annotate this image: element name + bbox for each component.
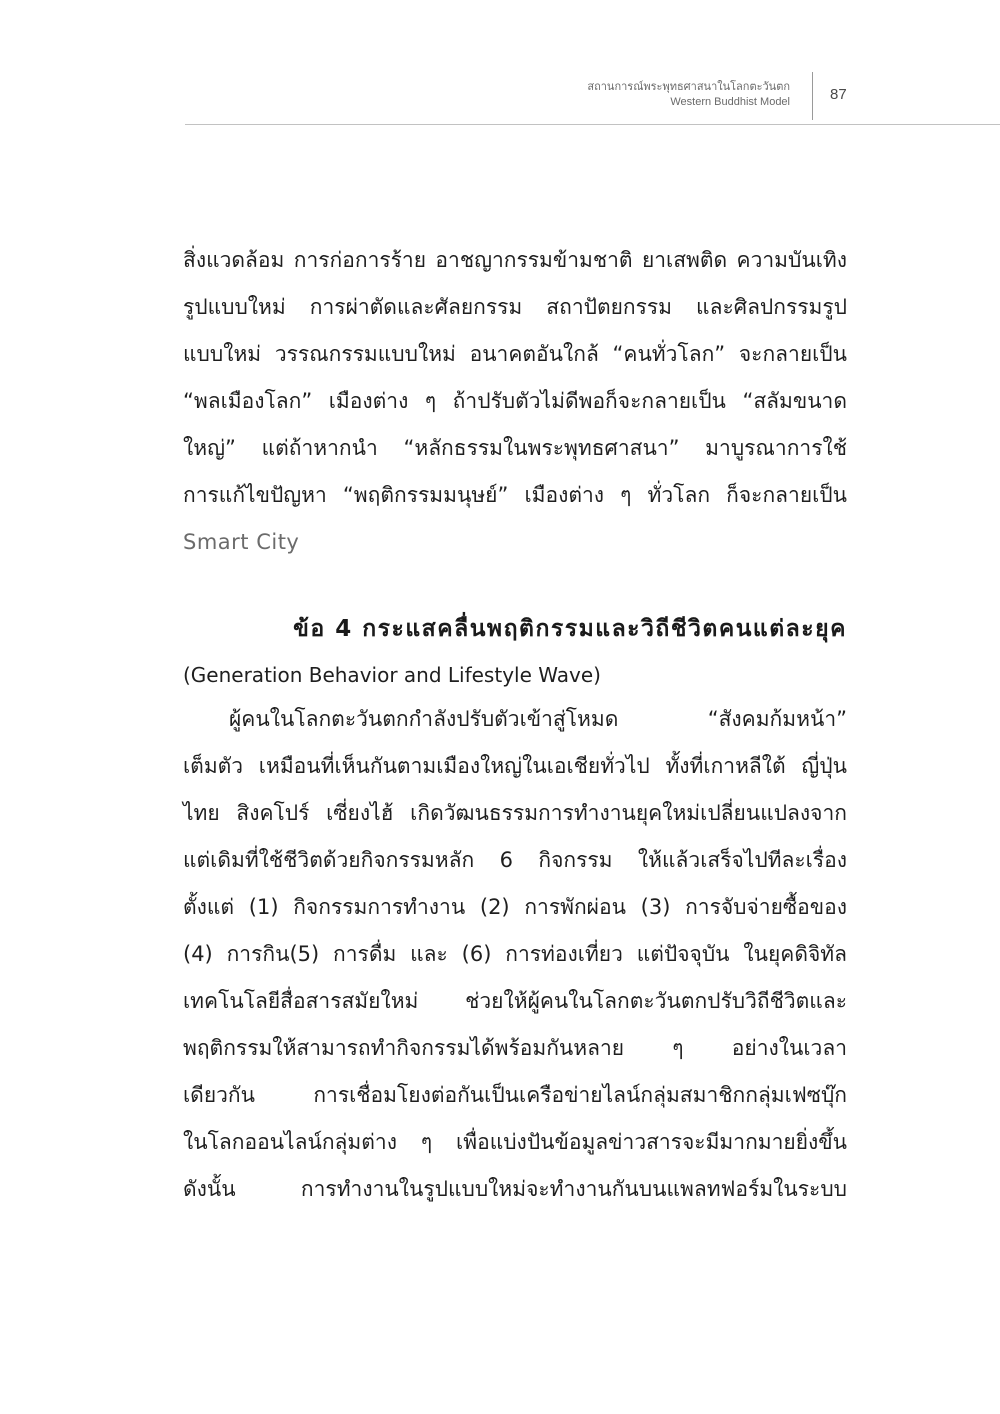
paragraph-1 [183,237,847,566]
text-line: ไทย สิงคโปร์ เซี่ยงไฮ้ เกิดวัฒนธรรมการทำงานยุคใหม่เปลี่ยนแปลงจาก [183,801,847,825]
text-line: (4) การกิน(5) การดื่ม และ (6) การท่องเที่ยว แต่ปัจจุบัน ในยุคดิจิทัล [183,942,847,966]
text-line: เทคโนโลยีสื่อสารสมัยใหม่ ช่วยให้ผู้คนในโลกตะวันตกปรับวิถีชีวิตและ [183,989,847,1013]
text-line: การแก้ไขปัญหา “พฤติกรรมมนุษย์” เมืองต่าง ๆ ทั่วโลก ก็จะกลายเป็น [183,483,847,507]
text-line: สิ่งแวดล้อม การก่อการร้าย อาชญากรรมข้ามชาติ ยาเสพติด ความบันเทิง [183,248,847,272]
page-body [183,237,847,1213]
header-divider [812,72,813,120]
page-number: 87 [830,86,847,103]
running-head-english: Western Buddhist Model [670,96,790,108]
page-header [0,72,1000,122]
text-line: ใหญ่” แต่ถ้าหากนำ “หลักธรรมในพระพุทธศาสนา” มาบูรณาการใช้ [183,436,847,460]
text-line: พฤติกรรมให้สามารถทำกิจกรรมได้พร้อมกันหลาย ๆ อย่างในเวลา [183,1036,847,1060]
text-line-smart-city: Smart City [183,530,300,554]
section-heading-english: (Generation Behavior and Lifestyle Wave) [183,663,601,687]
running-head-thai: สถานการณ์พระพุทธศาสนาในโลกตะวันตก [587,81,790,93]
running-head [587,80,790,110]
text-line: ดังนั้น การทำงานในรูปแบบใหม่จะทำงานกันบนแพลทฟอร์มในระบบ [183,1177,847,1201]
text-line: แต่เดิมที่ใช้ชีวิตด้วยกิจกรรมหลัก 6 กิจกรรม ให้แล้วเสร็จไปทีละเรื่อง [183,848,847,872]
text-line: ในโลกออนไลน์กลุ่มต่าง ๆ เพื่อแบ่งปันข้อมูลข่าวสารจะมีมากมายยิ่งขึ้น [183,1130,847,1154]
header-rule [185,124,1000,125]
section-heading: ข้อ 4 กระแสคลื่นพฤติกรรมและวิถีชีวิตคนแต่ละยุค [293,616,847,642]
text-line: แบบใหม่ วรรณกรรมแบบใหม่ อนาคตอันใกล้ “คนทั่วโลก” จะกลายเป็น [183,342,847,366]
text-line: ผู้คนในโลกตะวันตกกำลังปรับตัวเข้าสู่โหมด “สังคมก้มหน้า” [229,707,847,731]
text-line: เดียวกัน การเชื่อมโยงต่อกันเป็นเครือข่ายไลน์กลุ่มสมาชิกกลุ่มเฟซบุ๊ก [183,1083,847,1107]
text-line: เต็มตัว เหมือนที่เห็นกันตามเมืองใหญ่ในเอเชียทั่วไป ทั้งที่เกาหลีใต้ ญี่ปุ่น [183,754,847,778]
paragraph-2 [183,696,847,1213]
text-line: รูปแบบใหม่ การผ่าตัดและศัลยกรรม สถาปัตยกรรม และศิลปกรรมรูป [183,295,847,319]
text-line: ตั้งแต่ (1) กิจกรรมการทำงาน (2) การพักผ่อน (3) การจับจ่ายซื้อของ [183,895,847,919]
text-line: “พลเมืองโลก” เมืองต่าง ๆ ถ้าปรับตัวไม่ดีพอก็จะกลายเป็น “สลัมขนาด [183,389,847,413]
